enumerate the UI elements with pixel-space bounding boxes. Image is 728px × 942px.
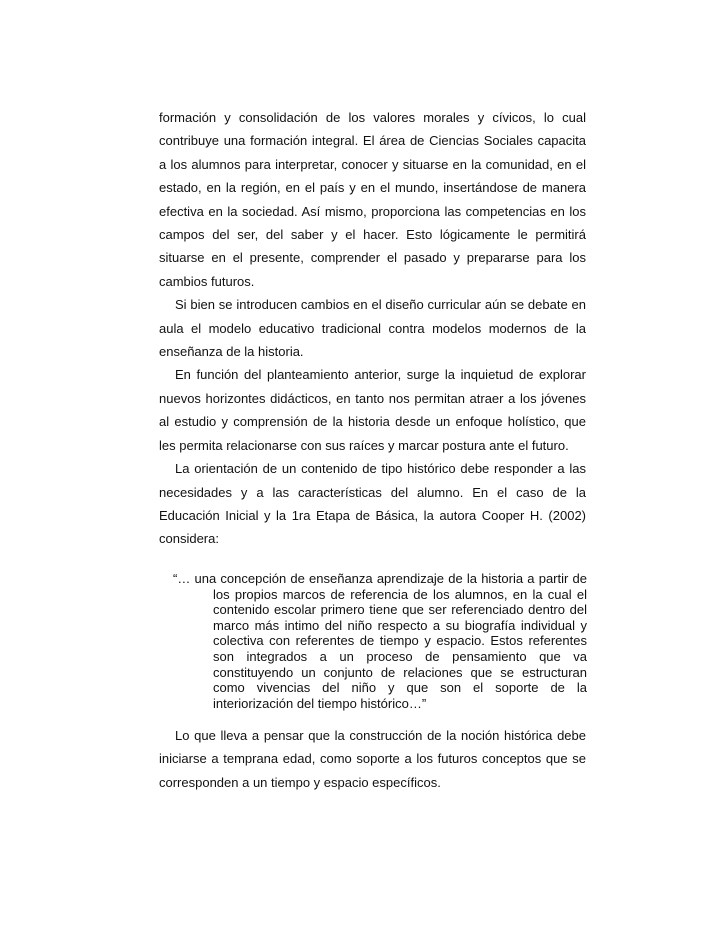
block-quote: “… una concepción de enseñanza aprendizaje de la historia a partir de los propios marcos de referencia de los alumnos, en la cual el contenido escolar primero tiene que ser referenciado dentro del marco más intimo del niño respecto a su biografía individual y colectiva con referentes de tiempo y espacio. Estos referentes son integrados a un proceso de pensamiento que va constituyendo un conjunto de relaciones que se estructuran como vivencias del niño y que son el soporte de la interiorización del tiempo histórico…” (173, 571, 587, 711)
closing-text (159, 724, 586, 794)
paragraph-2: Si bien se introducen cambios en el diseño curricular aún se debate en aula el modelo educativo tradicional contra modelos modernos de la enseñanza de la historia. (159, 297, 586, 360)
paragraph-4: La orientación de un contenido de tipo histórico debe responder a las necesidades y a las características del alumno. En el caso de la Educación Inicial y la 1ra Etapa de Básica, la autora Cooper H. (2002) considera: (159, 461, 586, 547)
body-text (159, 106, 586, 551)
paragraph-1: formación y consolidación de los valores morales y cívicos, lo cual contribuye una formación integral. El área de Ciencias Sociales capacita a los alumnos para interpretar, conocer y situarse en la comunidad, en el estado, en la región, en el país y en el mundo, insertándose de manera efectiva en la sociedad. Así mismo, proporciona las competencias en los campos del ser, del saber y el hacer. Esto lógicamente le permitirá situarse en el presente, comprender el pasado y prepararse para los cambios futuros. (159, 110, 586, 289)
paragraph-closing: Lo que lleva a pensar que la construcción de la noción histórica debe iniciarse a temprana edad, como soporte a los futuros conceptos que se corresponden a un tiempo y espacio específicos. (159, 728, 586, 790)
paragraph-3: En función del planteamiento anterior, surge la inquietud de explorar nuevos horizontes didácticos, en tanto nos permitan atraer a los jóvenes al estudio y comprensión de la historia desde un enfoque holístico, que les permita relacionarse con sus raíces y marcar postura ante el futuro. (159, 367, 586, 453)
